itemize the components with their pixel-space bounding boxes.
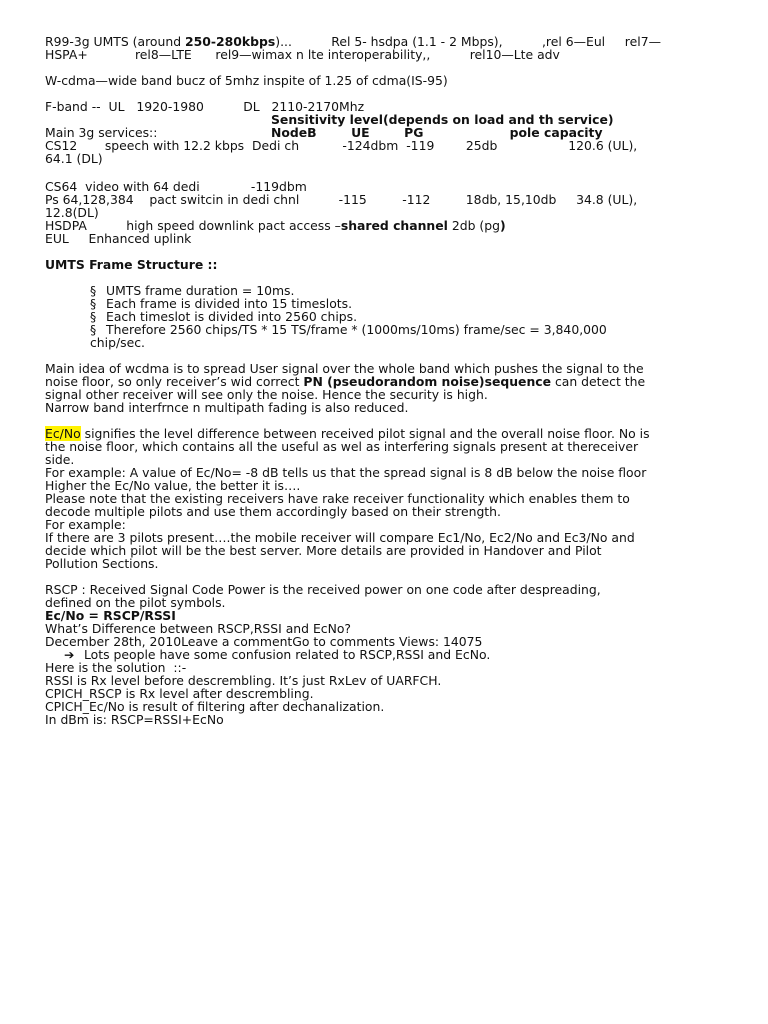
sensitivity-heading: Sensitivity level(depends on load and th service) — [271, 112, 614, 127]
bullet-item: § Therefore 2560 chips/TS * 15 TS/frame * (1000ms/10ms) frame/sec = 3,840,000 — [90, 322, 607, 337]
post-meta: December 28th, 2010Leave a commentGo to comments Views: 14075 — [45, 634, 483, 649]
hsdpa-row: HSDPA high speed downlink pact access –shared channel 2db (pg) — [45, 218, 506, 233]
wcdma-paragraph-line: Narrow band interfrnce n multipath fading is also reduced. — [45, 400, 409, 415]
arrow-item: ➔ Lots people have some confusion related to RSCP,RSSI and EcNo. — [64, 647, 491, 662]
services-label: Main 3g services:: — [45, 125, 158, 140]
rssi-line: RSSI is Rx level before descrembling. It’s just RxLev of UARFCH. — [45, 673, 442, 688]
ecno-paragraph-line: the noise floor, which contains all the useful as wel as interfering signals present at thereceiver — [45, 439, 639, 454]
throughput-bold: 250-280kbps — [185, 34, 276, 49]
bullet-item: § UMTS frame duration = 10ms. — [90, 283, 295, 298]
shared-channel-bold: shared channel — [340, 218, 448, 233]
section-bullet-icon: § — [90, 296, 97, 311]
eul-row: EUL Enhanced uplink — [45, 231, 192, 246]
cs12-row-cont: 64.1 (DL) — [45, 151, 103, 166]
release-line-1: R99-3g UMTS (around 250-280kbps)... Rel 5- hsdpa (1.1 - 2 Mbps), ,rel 6—Eul rel7— — [45, 34, 661, 49]
rscp-paragraph-line: defined on the pilot symbols. — [45, 595, 226, 610]
ecno-paragraph-line: decode multiple pilots and use them accordingly based on their strength. — [45, 504, 501, 519]
ecno-paragraph-line: For example: A value of Ec/No= -8 dB tells us that the spread signal is 8 dB below the noise floor — [45, 465, 647, 480]
bullet-item: § Each frame is divided into 15 timeslots. — [90, 296, 353, 311]
section-bullet-icon: § — [90, 283, 97, 298]
cpich-ecno-line: CPICH_Ec/No is result of filtering after dechanalization. — [45, 699, 385, 714]
wcdma-paragraph-line: noise floor, so only receiver’s wid correct PN (pseudorandom noise)sequence can detect the — [45, 374, 646, 389]
cs64-row: CS64 video with 64 dedi -119dbm — [45, 179, 307, 194]
bullet-item-cont: chip/sec. — [90, 335, 145, 350]
ecno-paragraph-line: side. — [45, 452, 75, 467]
ecno-formula: Ec/No = RSCP/RSSI — [45, 608, 176, 623]
ecno-paragraph-line: Please note that the existing receivers have rake receiver functionality which enables them to — [45, 491, 630, 506]
ps-row-cont: 12.8(DL) — [45, 205, 99, 220]
ecno-highlight: Ec/No — [45, 426, 81, 441]
arrow-right-icon: ➔ — [64, 647, 75, 662]
dbm-formula-line: In dBm is: RSCP=RSSI+EcNo — [45, 712, 224, 727]
wcdma-paragraph-line: Main idea of wcdma is to spread User signal over the whole band which pushes the signal to the — [45, 361, 644, 376]
rscp-paragraph-line: RSCP : Received Signal Code Power is the received power on one code after despreading, — [45, 582, 601, 597]
ecno-paragraph-line: Pollution Sections. — [45, 556, 159, 571]
difference-question: What’s Difference between RSCP,RSSI and EcNo? — [45, 621, 352, 636]
ecno-paragraph-line: If there are 3 pilots present….the mobile receiver will compare Ec1/No, Ec2/No and Ec3/No and — [45, 530, 635, 545]
ecno-paragraph-line: Higher the Ec/No value, the better it is…. — [45, 478, 301, 493]
ecno-paragraph-line: Ec/No signifies the level difference between received pilot signal and the overall noise floor. No is — [45, 426, 650, 441]
services-columns: NodeB UE PG pole capacity — [271, 125, 603, 140]
bullet-item: § Each timeslot is divided into 2560 chips. — [90, 309, 358, 324]
wcdma-line: W-cdma—wide band bucz of 5mhz inspite of 1.25 of cdma(IS-95) — [45, 73, 448, 88]
section-bullet-icon: § — [90, 322, 97, 337]
cpich-rscp-line: CPICH_RSCP is Rx level after descrembling. — [45, 686, 314, 701]
cs12-row: CS12 speech with 12.2 kbps Dedi ch -124dbm -119 25db 120.6 (UL), — [45, 138, 638, 153]
release-line-2: HSPA+ rel8—LTE rel9—wimax n lte interoperability,, rel10—Lte adv — [45, 47, 560, 62]
frequency-band-line: F-band -- UL 1920-1980 DL 2110-2170Mhz — [45, 99, 365, 114]
pn-sequence-bold: PN (pseudorandom noise)sequence — [303, 374, 552, 389]
section-bullet-icon: § — [90, 309, 97, 324]
ps-row: Ps 64,128,384 pact switcin in dedi chnl -115 -112 18db, 15,10db 34.8 (UL), — [45, 192, 638, 207]
ecno-paragraph-line: For example: — [45, 517, 126, 532]
wcdma-paragraph-line: signal other receiver will see only the noise. Hence the security is high. — [45, 387, 488, 402]
ecno-paragraph-line: decide which pilot will be the best server. More details are provided in Handover and Pilot — [45, 543, 602, 558]
frame-structure-heading: UMTS Frame Structure :: — [45, 257, 218, 272]
solution-line: Here is the solution ::- — [45, 660, 187, 675]
